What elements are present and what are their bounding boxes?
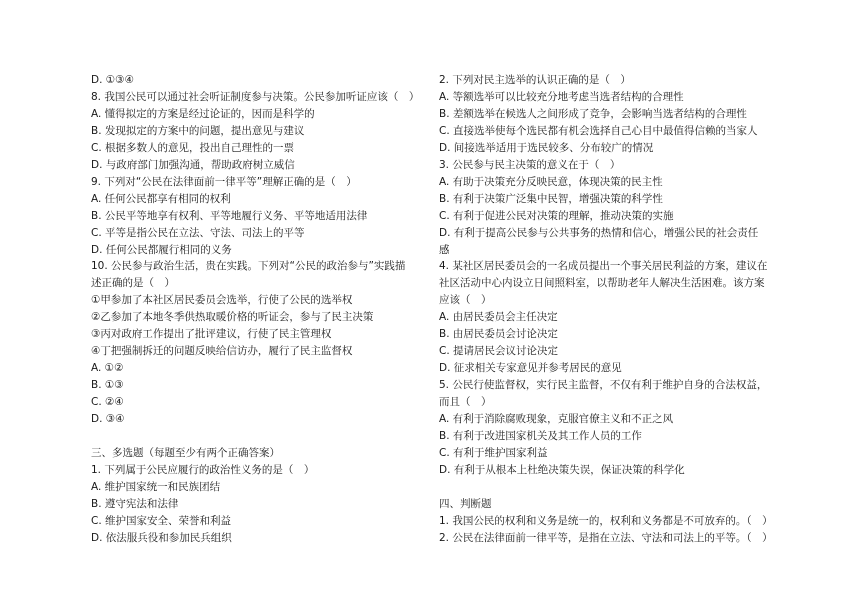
text-line: B. 遵守宪法和法律 — [91, 497, 179, 510]
text-line: 应该（ ） — [439, 294, 492, 307]
blank-line — [91, 428, 431, 445]
text-line: D. 任何公民都履行相同的义务 — [91, 243, 232, 256]
text-line: ①甲参加了本社区居民委员会选举，行使了公民的选举权 — [91, 294, 353, 307]
text-line: C. 提请居民会议讨论决定 — [439, 345, 559, 358]
text-line: C. 直接选举使每个选民都有机会选择自己心目中最值得信赖的当家人 — [439, 124, 758, 137]
left-column — [91, 72, 431, 547]
text-line: A. 等额选举可以比较充分地考虑当选者结构的合理性 — [439, 90, 684, 103]
text-line: A. 懂得拟定的方案是经过论证的，因而是科学的 — [91, 107, 315, 120]
text-line: 社区活动中心内设立日间照料室，以帮助老年人解决生活困难。该方案 — [439, 277, 765, 290]
text-line: ②乙参加了本地冬季供热取暖价格的听证会，参与了民主决策 — [91, 311, 374, 324]
text-line: B. 有利于改进国家机关及其工作人员的工作 — [439, 430, 642, 443]
text-line: ④丁把强制拆迁的问题反映给信访办，履行了民主监督权 — [91, 345, 353, 358]
text-line: C. 有利于维护国家利益 — [439, 446, 548, 459]
text-line: 4. 某社区居民委员会的一名成员提出一个事关居民利益的方案，建议在 — [439, 260, 768, 273]
text-line: 1. 我国公民的权利和义务是统一的，权利和义务都是不可放弃的。（ ） — [439, 514, 773, 527]
text-line: B. 发现拟定的方案中的问题，提出意见与建议 — [91, 124, 305, 137]
text-line: 述正确的是（ ） — [91, 277, 175, 290]
text-line: A. 维护国家统一和民族团结 — [91, 480, 221, 493]
text-line: 四、判断题 — [439, 497, 492, 510]
text-line: D. 间接选举适用于选民较多、分布较广的情况 — [439, 141, 654, 154]
text-line: C. 维护国家安全、荣誉和利益 — [91, 514, 232, 527]
text-line: 而且（ ） — [439, 396, 492, 409]
text-line: B. 有利于决策广泛集中民智，增强决策的科学性 — [439, 192, 663, 205]
text-line: A. 有利于消除腐败现象，克服官僚主义和不正之风 — [439, 413, 674, 426]
text-line: B. 公民平等地享有权利、平等地履行义务、平等地适用法律 — [91, 209, 368, 222]
text-line: 3. 公民参与民主决策的意义在于（ ） — [439, 158, 621, 171]
text-line: B. ①③ — [91, 379, 124, 392]
text-line: B. 差额选举在候选人之间形成了竞争，会影响当选者结构的合理性 — [439, 107, 747, 120]
text-line: A. 由居民委员会主任决定 — [439, 311, 558, 324]
text-line: A. 有助于决策充分反映民意，体现决策的民主性 — [439, 175, 663, 188]
blank-line — [439, 479, 779, 496]
text-line: D. 依法服兵役和参加民兵组织 — [91, 531, 232, 544]
text-line: B. 由居民委员会讨论决定 — [439, 328, 558, 341]
text-line: D. 有利于提高公民参与公共事务的热情和信心，增强公民的社会责任 — [439, 226, 759, 239]
text-line: C. 平等是指公民在立法、守法、司法上的平等 — [91, 226, 305, 239]
text-line: 感 — [439, 243, 450, 256]
text-line: C. ②④ — [91, 396, 124, 409]
text-line: C. 根据多数人的意见，投出自己理性的一票 — [91, 141, 295, 154]
text-line: C. 有利于促进公民对决策的理解，推动决策的实施 — [439, 209, 674, 222]
text-line: 9. 下列对“公民在法律面前一律平等”理解正确的是（ ） — [91, 175, 357, 188]
right-column — [439, 72, 779, 547]
text-line: D. 与政府部门加强沟通，帮助政府树立威信 — [91, 158, 295, 171]
text-line: 三、多选题（每题至少有两个正确答案） — [91, 446, 280, 459]
text-line: 8. 我国公民可以通过社会听证制度参与决策。公民参加听证应该（ ） — [91, 90, 420, 103]
text-line: A. 任何公民都享有相同的权利 — [91, 192, 231, 205]
text-line: D. 有利于从根本上杜绝决策失误，保证决策的科学化 — [439, 463, 685, 476]
text-line: 1. 下列属于公民应履行的政治性义务的是（ ） — [91, 463, 315, 476]
text-line: ③丙对政府工作提出了批评建议，行使了民主管理权 — [91, 328, 332, 341]
text-line: D. ①③④ — [91, 74, 134, 86]
text-line: 2. 下列对民主选举的认识正确的是（ ） — [439, 74, 631, 86]
text-line: D. ③④ — [91, 413, 125, 426]
text-line: 2. 公民在法律面前一律平等，是指在立法、守法和司法上的平等。（ ） — [439, 531, 773, 544]
text-line: D. 征求相关专家意见并参考居民的意见 — [439, 362, 622, 375]
text-line: 10. 公民参与政治生活，贵在实践。下列对“公民的政治参与”实践描 — [91, 260, 406, 273]
text-line: 5. 公民行使监督权，实行民主监督，不仅有利于维护自身的合法权益， — [439, 379, 768, 392]
text-line: A. ①② — [91, 362, 124, 375]
